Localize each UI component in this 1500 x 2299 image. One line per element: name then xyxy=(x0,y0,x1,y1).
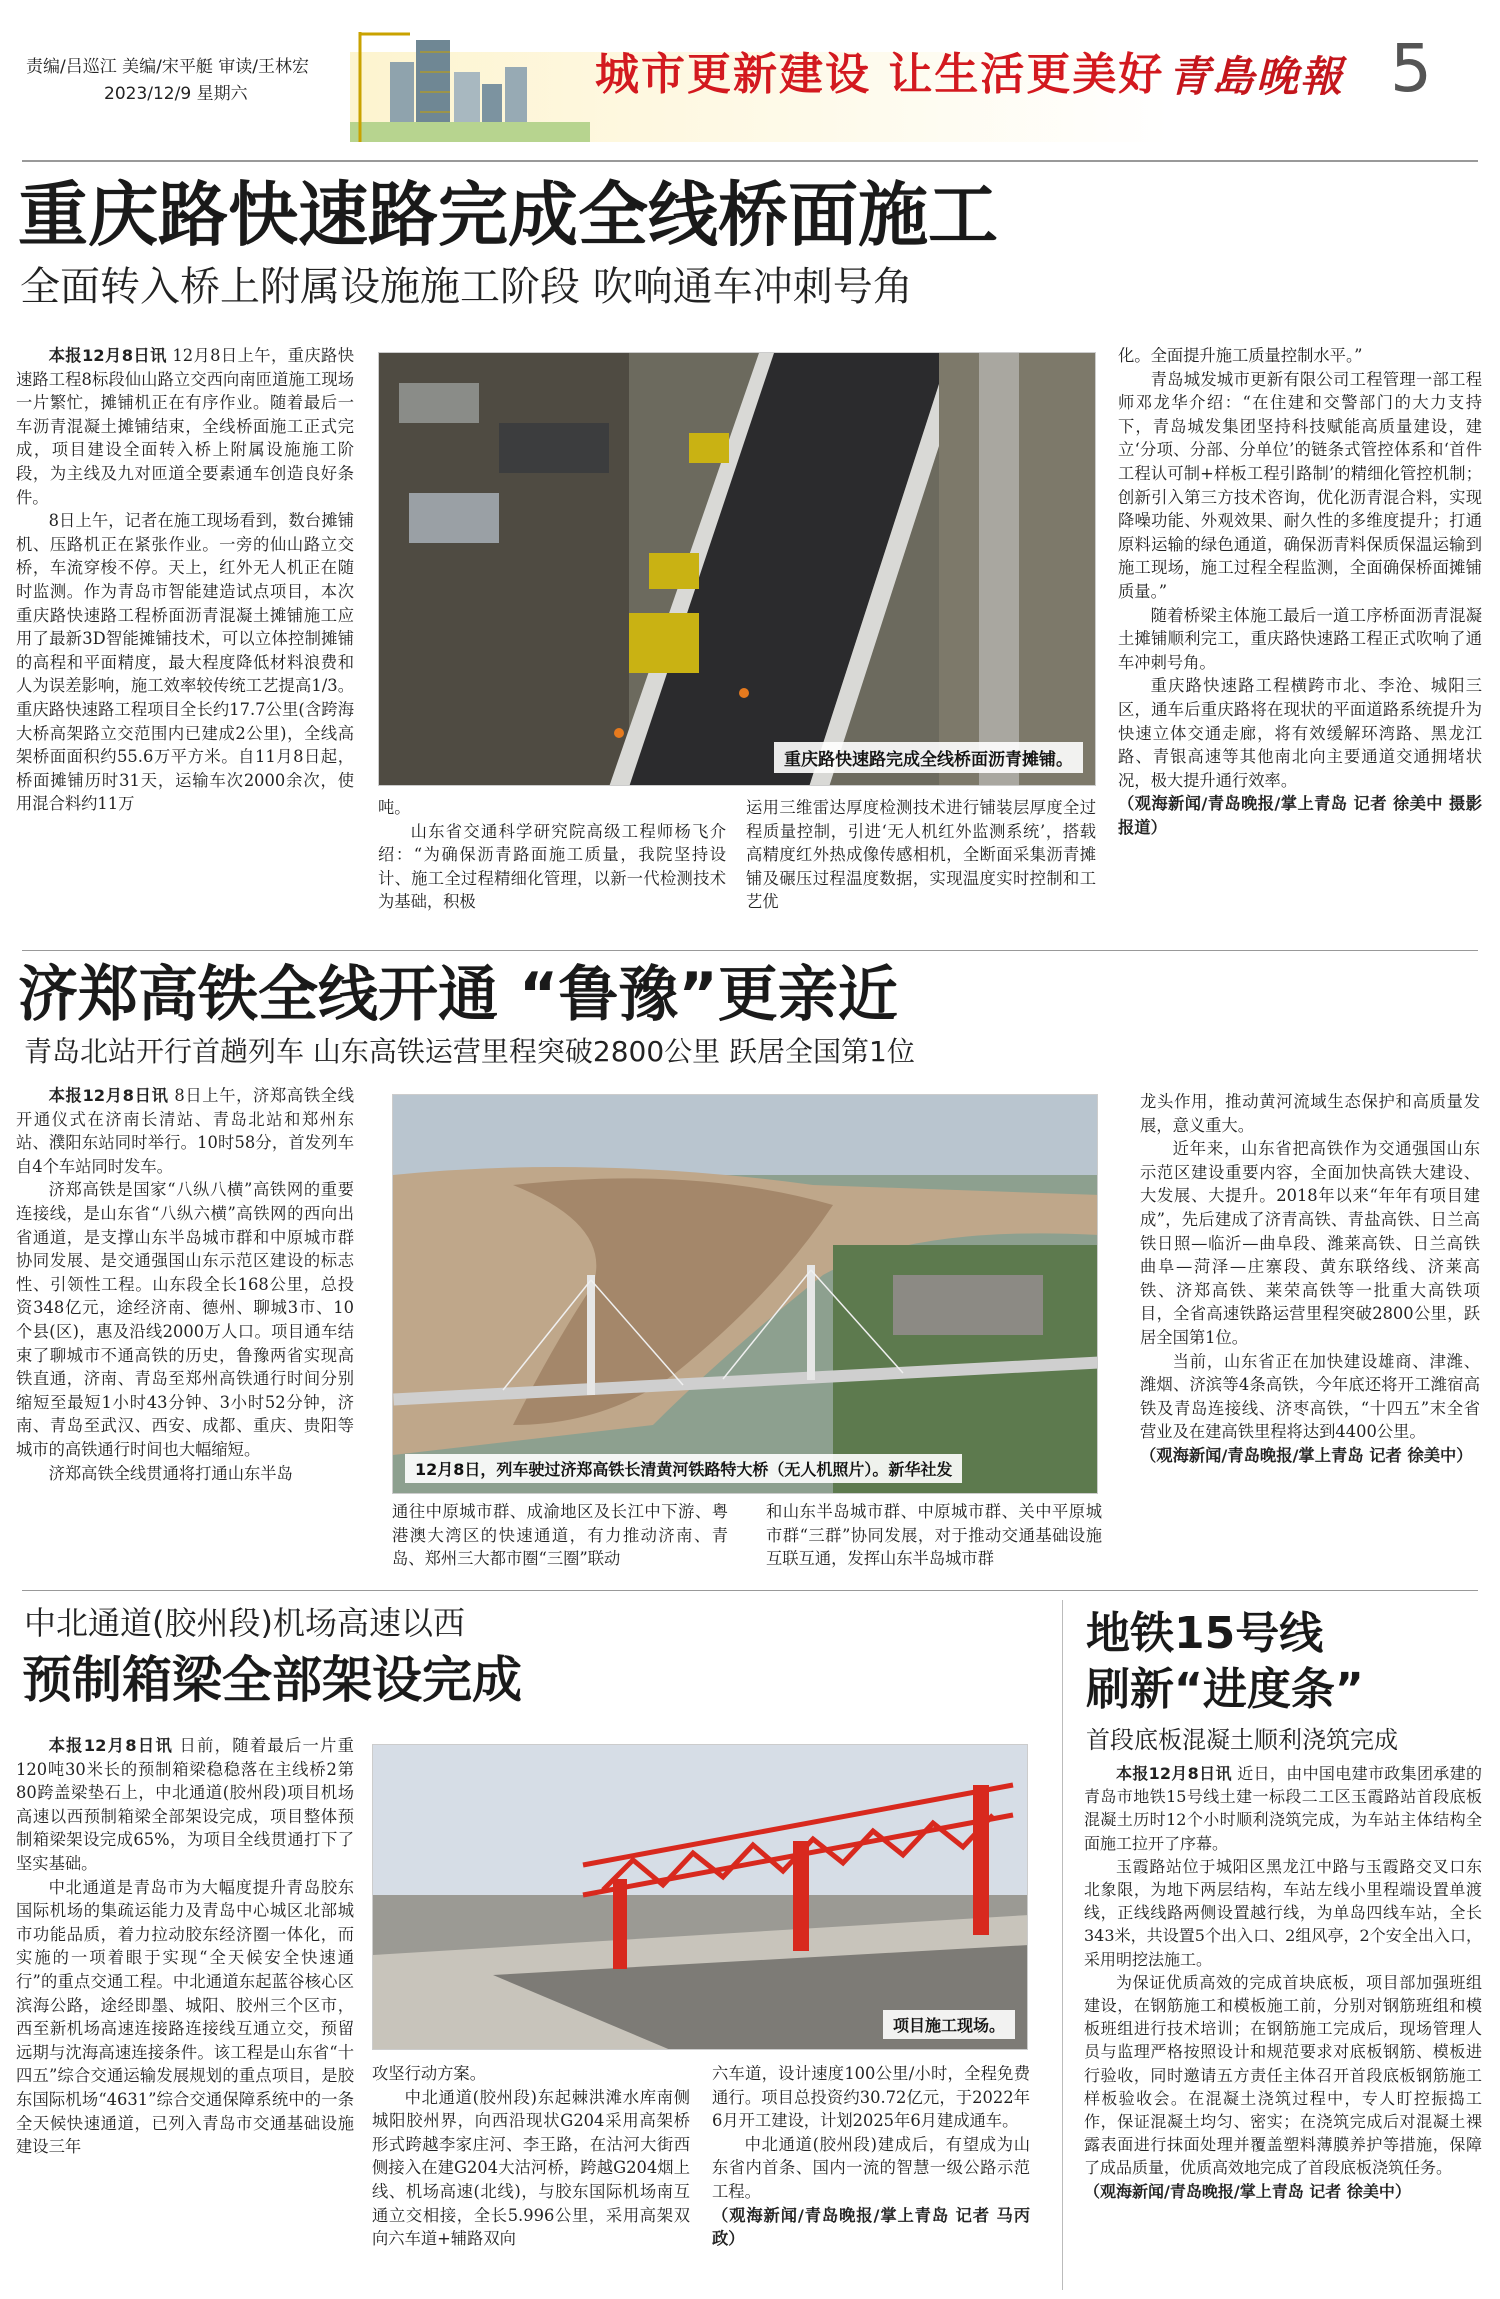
header-meta xyxy=(26,54,309,108)
article2-title: 济郑高铁全线开通 “鲁豫”更亲近 xyxy=(18,960,898,1030)
section-rule-2 xyxy=(22,1590,1478,1591)
article1-credit: （观海新闻/青岛晚报/掌上青岛 记者 徐美中 摄影报道） xyxy=(1118,794,1482,837)
article2-para-6: 龙头作用，推动黄河流域生态保护和高质量发展，意义重大。 xyxy=(1140,1092,1480,1135)
article3-kicker: 中北通道(胶州段)机场高速以西 xyxy=(24,1604,465,1642)
article1-photo-caption: 重庆路快速路完成全线桥面沥青摊铺。 xyxy=(774,742,1083,773)
article1-para-7: 青岛城发城市更新有限公司工程管理一部工程师邓龙华介绍：“在住建和交警部门的大力支持下，青岛城发集团坚持科技赋能高质量建设，建立‘分项、分部、分单位’的链条式管控体系和‘首件工程认可制+样板工程引路制’的精细化管控机制；创新引入第三方技术咨询，优化沥青混合料，实现降噪功能、外观效果、耐久性的多维度提升；打通原料运输的绿色通道，确保沥青料保质保温运输到施工现场，施工过程全程监测，全面确保桥面摊铺质量。” xyxy=(1118,369,1482,601)
article1-photo xyxy=(378,352,1096,786)
article2-column-1 xyxy=(16,1084,354,1570)
article2-para-7: 近年来，山东省把高铁作为交通强国山东示范区建设重要内容，全面加快高铁大建设、大发展、大提升。2018年以来“年年有项目建成”，先后建成了济青高铁、青盐高铁、日兰高铁日照—临沂—曲阜段、潍莱高铁、日兰高铁曲阜—菏泽—庄寨段、黄东联络线、济莱高铁、济郑高铁、莱荣高铁等一批重大高铁项目，全省高速铁路运营里程突破2800公里，跃居全国第1位。 xyxy=(1140,1139,1480,1347)
article1-column-4 xyxy=(1118,344,1482,938)
editors-line: 责编/吕巡江 美编/宋平艇 审读/王林宏 xyxy=(26,57,309,77)
date-line: 2023/12/9 星期六 xyxy=(104,84,248,104)
article1-column-1 xyxy=(16,344,354,936)
article1-para-1: 12月8日上午，重庆路快速路工程8标段仙山路立交西向南匝道施工现场一片繁忙，摊铺机正在有序作业。随着最后一车沥青混凝土摊铺结束，全线桥面施工正式完成，项目建设全面转入桥上附属设施施工阶段，为主线及九对匝道全要素通车创造良好条件。 xyxy=(16,346,354,507)
article1-lead: 本报12月8日讯 xyxy=(48,346,167,365)
newspaper-logo: 青島晚報 xyxy=(1168,52,1345,101)
article1-para-6: 化。全面提升施工质量控制水平。” xyxy=(1118,346,1363,365)
header-rule xyxy=(22,160,1478,162)
article2-photo-caption: 12月8日，列车驶过济郑高铁长清黄河铁路特大桥（无人机照片）。新华社发 xyxy=(405,1454,962,1483)
article3-column-3 xyxy=(712,2062,1030,2294)
section-rule-1 xyxy=(22,950,1478,951)
article4-title-line-1: 地铁15号线 xyxy=(1086,1608,1324,1659)
article3-credit: （观海新闻/青岛晚报/掌上青岛 记者 马丙政） xyxy=(712,2205,1030,2249)
article1-subtitle: 全面转入桥上附属设施施工阶段 吹响通车冲刺号角 xyxy=(20,264,913,310)
article2-column-2 xyxy=(392,1500,728,1572)
article1-para-9: 重庆路快速路工程横跨市北、李沧、城阳三区，通车后重庆路将在现状的平面道路系统提升为快速立体交通走廊，将有效缓解环湾路、黑龙江路、青银高速等其他南北向主要通道交通拥堵状况，极大提升通行效率。 xyxy=(1118,676,1482,790)
article2-para-4: 通往中原城市群、成渝地区及长江中下游、粤港澳大湾区的快速通道，有力推动济南、青岛、郑州三大都市圈“三圈”联动 xyxy=(392,1502,728,1569)
article1-para-8: 随着桥梁主体施工最后一道工序桥面沥青混凝土摊铺顺利完工，重庆路快速路工程正式吹响了通车冲刺号角。 xyxy=(1118,605,1482,672)
article1-para-5: 运用三维雷达厚度检测技术进行铺装层厚度全过程质量控制，引进‘无人机红外监测系统’，搭载高精度红外热成像传感相机，全断面采集沥青摊铺及碾压过程温度数据，实现温度实时控制和工艺优 xyxy=(746,798,1096,912)
article3-photo xyxy=(372,1744,1028,2050)
article1-title: 重庆路快速路完成全线桥面施工 xyxy=(18,174,998,256)
article2-lead: 本报12月8日讯 xyxy=(48,1086,169,1105)
article3-column-1 xyxy=(16,1734,354,2294)
article4-column xyxy=(1084,1762,1482,2294)
article2-para-2: 济郑高铁是国家“八纵八横”高铁网的重要连接线，是山东省“八纵六横”高铁网的西向出省通道，是支撑山东半岛城市群和中原城市群协同发展、是交通强国山东示范区建设的标志性、引领性工程。山东段全长168公里，总投资348亿元，途经济南、德州、聊城3市、10个县(区)，惠及沿线2000万人口。项目通车结束了聊城市不通高铁的历史，鲁豫两省实现高铁直通，济南、青岛至郑州高铁通行时间分别缩短至最短1小时43分钟、3小时52分钟，济南、青岛至武汉、西安、成都、重庆、贵阳等城市的高铁通行时间也大幅缩短。 xyxy=(16,1180,354,1459)
article3-photo-caption: 项目施工现场。 xyxy=(883,2010,1015,2039)
article2-para-3: 济郑高铁全线贯通将打通山东半岛 xyxy=(48,1463,293,1483)
article2-credit: （观海新闻/青岛晚报/掌上青岛 记者 徐美中） xyxy=(1140,1445,1473,1465)
box-girder-crane-illustration xyxy=(373,1745,1028,2050)
article4-para-2: 玉霞路站位于城阳区黑龙江中路与玉霞路交叉口东北象限，为地下两层结构，车站左线小里程端设置单渡线，正线线路两侧设置越行线，为单岛四线车站，全长343米，共设置5个出入口、2组风亭，2个安全出入口，采用明挖法施工。 xyxy=(1084,1856,1482,1969)
article2-column-3 xyxy=(766,1500,1102,1572)
section-slogan: 城市更新建设 让生活更美好 xyxy=(595,49,1165,100)
article4-para-3: 为保证优质高效的完成首块底板，项目部加强班组建设，在钢筋施工和模板施工前，分别对钢筋班组和模板班组进行技术培训；在钢筋施工完成后，现场管理人员与监理严格按照设计和规范要求对底板钢筋、模板进行验收，同时邀请五方责任主体召开首段底板钢筋施工样板验收会。在混凝土浇筑过程中，专人盯控振捣工作，保证混凝土均匀、密实；在浇筑完成后对混凝土裸露表面进行抹面处理并覆盖塑料薄膜养护等措施，保障了成品质量，优质高效地完成了首段底板浇筑任务。 xyxy=(1084,1972,1482,2178)
article2-para-8: 当前，山东省正在加快建设雄商、津潍、潍烟、济滨等4条高铁，今年底还将开工潍宿高铁及青岛连接线、济枣高铁，“十四五”末全省营业及在建高铁里程将达到4400公里。 xyxy=(1140,1351,1480,1442)
article4-credit: （观海新闻/青岛晚报/掌上青岛 记者 徐美中） xyxy=(1084,2181,1411,2201)
article4-para-1: 近日，由中国电建市政集团承建的青岛市地铁15号线土建一标段二工区玉霞路站首段底板混凝土历时12个小时顺利浇筑完成，为车站主体结构全面施工拉开了序幕。 xyxy=(1084,1764,1482,1853)
article2-subtitle: 青岛北站开行首趟列车 山东高铁运营里程突破2800公里 跃居全国第1位 xyxy=(24,1035,915,1068)
bridge-deck-paving-illustration xyxy=(379,353,1096,786)
article2-column-4 xyxy=(1140,1090,1480,1572)
article3-para-3: 攻坚行动方案。 xyxy=(372,2064,486,2083)
article1-column-3 xyxy=(746,796,1096,938)
article2-photo xyxy=(392,1094,1098,1494)
article3-lead: 本报12月8日讯 xyxy=(48,1736,174,1755)
article3-para-6: 中北通道(胶州段)建成后，有望成为山东省内首条、国内一流的智慧一级公路示范工程。 xyxy=(712,2134,1030,2201)
article4-title-line-2: 刷新“进度条” xyxy=(1086,1664,1364,1715)
article3-para-1: 日前，随着最后一片重120吨30米长的预制箱梁稳稳落在主线桥2第80跨盖梁垫石上，中北通道(胶州段)项目机场高速以西预制箱梁全部架设完成，项目整体预制箱梁架设完成65%，为项目全线贯通打下了坚实基础。 xyxy=(16,1736,354,1873)
article1-para-4: 山东省交通科学研究院高级工程师杨飞介绍：“为确保沥青路面施工质量，我院坚持设计、施工全过程精细化管理，以新一代检测技术为基础，积极 xyxy=(378,821,726,912)
article4-subtitle: 首段底板混凝土顺利浇筑完成 xyxy=(1086,1726,1398,1754)
article3-title: 预制箱梁全部架设完成 xyxy=(22,1651,522,1709)
article4-lead: 本报12月8日讯 xyxy=(1116,1764,1232,1783)
article1-para-2: 8日上午，记者在施工现场看到，数台摊铺机、压路机正在紧张作业。一旁的仙山路立交桥，车流穿梭不停。天上，红外无人机正在随时监测。作为青岛市智能建造试点项目，本次重庆路快速路工程桥面沥青混凝土摊铺施工应用了最新3D智能摊铺技术，可以立体控制摊铺的高程和平面精度，最大程度降低材料浪费和人为误差影响，施工效率较传统工艺提高1/3。重庆路快速路工程项目全长约17.7公里(含跨海大桥高架路立交范围内已建成2公里)，全线高架桥面面积约55.6万平方米。自11月8日起，桥面摊铺历时31天，运输车次2000余次，使用混合料约11万 xyxy=(16,511,354,814)
article2-para-1: 8日上午，济郑高铁全线开通仪式在济南长清站、青岛北站和郑州东站、濮阳东站同时举行。10时58分，首发列车自4个车站同时发车。 xyxy=(16,1086,354,1176)
column-divider xyxy=(1062,1600,1063,2290)
article3-para-4: 中北通道(胶州段)东起棘洪滩水库南侧城阳胶州界，向西沿现状G204采用高架桥形式跨越李家庄河、李王路，在沽河大街西侧接入在建G204大沽河桥，跨越G204烟上线、机场高速(北线)，与胶东国际机场南互通立交相接，全长5.996公里，采用高架双向六车道+辅路双向 xyxy=(372,2087,690,2249)
yellow-river-bridge-illustration xyxy=(393,1095,1098,1494)
article3-para-2: 中北通道是青岛市为大幅度提升青岛胶东国际机场的集疏运能力及青岛中心城区北部城市功能品质，着力拉动胶东经济圈一体化，而实施的一项着眼于实现“全天候安全快速通行”的重点交通工程。中北通道东起蓝谷核心区滨海公路，途经即墨、城阳、胶州三个区市，西至新机场高速连接路连接线互通立交，预留远期与沈海高速连接条件。该工程是山东省“十四五”综合交通运输发展规划的重点项目，是胶东国际机场“4631”综合交通保障系统中的一条全天候快速通道，已列入青岛市交通基础设施建设三年 xyxy=(16,1877,354,2157)
article1-para-3: 吨。 xyxy=(378,798,411,817)
article3-column-2 xyxy=(372,2062,690,2294)
article3-para-5: 六车道，设计速度100公里/小时，全程免费通行。项目总投资约30.72亿元，于2022年6月开工建设，计划2025年6月建成通车。 xyxy=(712,2064,1030,2131)
page-number: 5 xyxy=(1390,30,1432,107)
article1-column-2 xyxy=(378,796,726,938)
article2-para-5: 和山东半岛城市群、中原城市群、关中平原城市群“三群”协同发展，对于推动交通基础设施互联互通，发挥山东半岛城市群 xyxy=(766,1502,1102,1569)
